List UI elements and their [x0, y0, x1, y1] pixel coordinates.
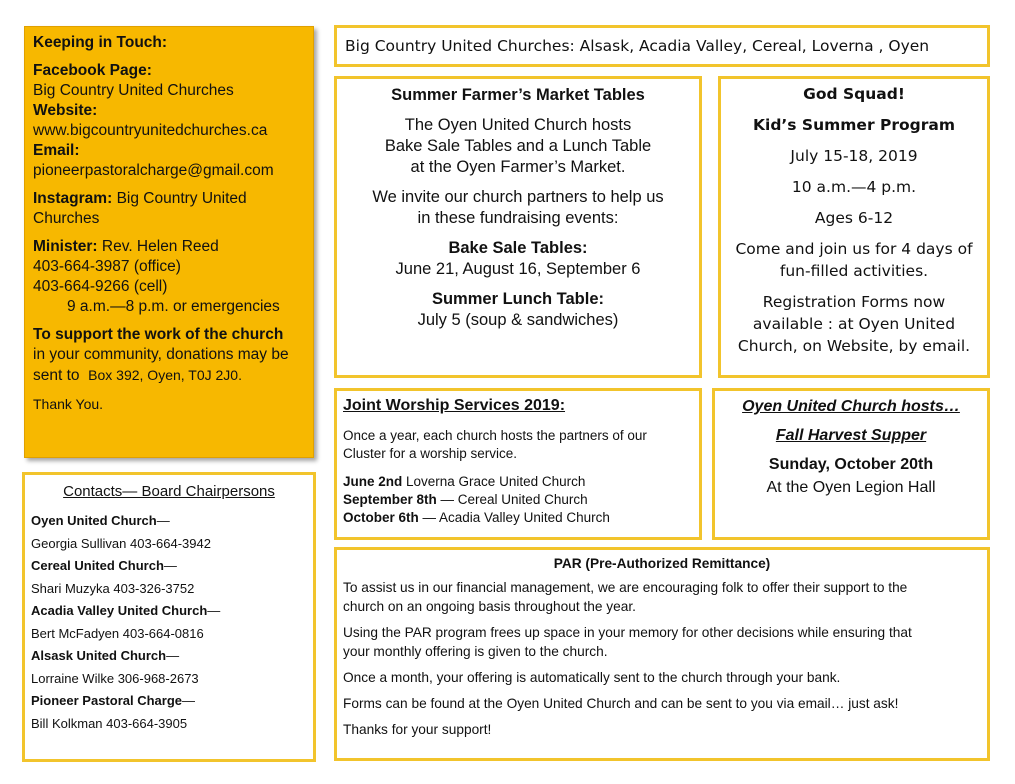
market-text: at the Oyen Farmer’s Market.	[410, 158, 626, 176]
farmers-market-panel	[334, 76, 702, 378]
thank-you: Thank You.	[33, 396, 104, 412]
par-text: church on an ongoing basis throughout the year.	[343, 599, 636, 614]
worship-service	[343, 473, 693, 491]
par-panel	[334, 547, 990, 761]
service-place: — Acadia Valley United Church	[418, 510, 610, 525]
worship-intro: Cluster for a worship service.	[343, 446, 518, 461]
fall-supper-panel	[712, 388, 990, 540]
squad-registration: Church, on Website, by email.	[737, 337, 971, 355]
website-label: Website:	[33, 102, 98, 119]
minister-hours: 9 a.m.—8 p.m. or emergencies	[67, 298, 280, 315]
instagram-value: Big Country United	[116, 190, 247, 207]
email-label: Email:	[33, 142, 80, 159]
email-value: pioneerpastoralcharge@gmail.com	[33, 162, 274, 179]
keeping-in-touch-panel	[24, 26, 314, 458]
facebook-value: Big Country United Churches	[33, 82, 234, 99]
service-date: June 2nd	[343, 474, 403, 489]
supper-date: Sunday, October 20th	[768, 456, 934, 473]
contacts-list	[31, 510, 307, 735]
contacts-title: Contacts— Board Chairpersons	[63, 483, 275, 500]
contact-person: Georgia Sullivan 403-664-3942	[31, 535, 211, 551]
bake-sale-title: Bake Sale Tables:	[448, 239, 588, 257]
market-text: Bake Sale Tables and a Lunch Table	[384, 137, 652, 155]
par-text: To assist us in our financial management, we are encouraging folk to offer their support to the	[343, 580, 908, 595]
contact-dash: —	[156, 513, 170, 528]
header-banner	[334, 25, 990, 67]
par-thanks: Thanks for your support!	[343, 722, 492, 737]
support-label: To support the work of the church	[33, 326, 284, 343]
squad-dates: July 15-18, 2019	[790, 147, 918, 165]
phone-cell: 403-664-9266 (cell)	[33, 278, 168, 295]
support-line3: sent to	[33, 367, 80, 384]
joint-worship-panel	[334, 388, 702, 540]
support-address: Box 392, Oyen, T0J 2J0.	[88, 367, 242, 383]
keeping-title: Keeping in Touch:	[33, 34, 168, 51]
god-squad-panel	[718, 76, 990, 378]
squad-registration: Registration Forms now	[762, 293, 946, 311]
contact-org: Acadia Valley United Church	[31, 603, 208, 618]
par-text: your monthly offering is given to the church.	[343, 644, 608, 659]
contact-org: Pioneer Pastoral Charge	[31, 693, 182, 708]
squad-ages: Ages 6-12	[814, 209, 894, 227]
worship-intro: Once a year, each church hosts the partners of our	[343, 428, 647, 443]
squad-join: fun-filled activities.	[779, 262, 929, 280]
par-text: Using the PAR program frees up space in your memory for other decisions while ensuring that	[343, 625, 912, 640]
service-place: Loverna Grace United Church	[402, 474, 586, 489]
par-text: Forms can be found at the Oyen United Church and can be sent to you via email… just ask!	[343, 696, 899, 711]
contact-person: Lorraine Wilke 306-968-2673	[31, 670, 199, 686]
minister-value: Rev. Helen Reed	[101, 238, 219, 255]
market-text: in these fundraising events:	[417, 209, 619, 227]
market-text: We invite our church partners to help us	[372, 188, 664, 206]
contact-dash: —	[182, 693, 195, 708]
minister-label: Minister:	[33, 238, 98, 255]
contacts-panel	[22, 472, 316, 762]
contact-person: Bert McFadyen 403-664-0816	[31, 625, 204, 641]
service-place: — Cereal United Church	[436, 492, 588, 507]
service-date: October 6th	[343, 510, 419, 525]
support-line2: in your community, donations may be	[33, 346, 289, 363]
instagram-value-line2: Churches	[33, 210, 100, 227]
worship-service	[343, 509, 693, 527]
par-title: PAR (Pre-Authorized Remittance)	[553, 556, 771, 571]
contact-person: Bill Kolkman 403-664-3905	[31, 715, 188, 731]
contact-dash: —	[166, 648, 180, 663]
squad-registration: available : at Oyen United	[752, 315, 956, 333]
contact-person: Shari Muzyka 403-326-3752	[31, 580, 195, 596]
worship-service	[343, 491, 693, 509]
market-text: The Oyen United Church hosts	[404, 116, 632, 134]
squad-join: Come and join us for 4 days of	[735, 240, 973, 258]
instagram-label: Instagram:	[33, 190, 113, 207]
facebook-label: Facebook Page:	[33, 62, 152, 79]
supper-title: Oyen United Church hosts…	[742, 398, 960, 415]
website-value: www.bigcountryunitedchurches.ca	[33, 122, 268, 139]
header-text: Big Country United Churches: Alsask, Acadia Valley, Cereal, Loverna , Oyen	[345, 37, 930, 55]
lunch-table-dates: July 5 (soup & sandwiches)	[417, 311, 619, 329]
contact-org: Cereal United Church	[31, 558, 164, 573]
contact-dash: —	[207, 603, 221, 618]
bake-sale-dates: June 21, August 16, September 6	[395, 260, 641, 278]
market-title: Summer Farmer’s Market Tables	[391, 86, 645, 104]
squad-title: God Squad!	[803, 85, 905, 103]
par-text: Once a month, your offering is automatically sent to the church through your bank.	[343, 670, 841, 685]
squad-time: 10 a.m.—4 p.m.	[791, 178, 917, 196]
service-date: September 8th	[343, 492, 437, 507]
supper-place: At the Oyen Legion Hall	[766, 479, 936, 496]
phone-office: 403-664-3987 (office)	[33, 258, 181, 275]
contact-dash: —	[163, 558, 177, 573]
supper-event: Fall Harvest Supper	[775, 427, 927, 444]
squad-subtitle: Kid’s Summer Program	[753, 116, 955, 134]
contact-org: Alsask United Church	[31, 648, 167, 663]
lunch-table-title: Summer Lunch Table:	[431, 290, 605, 308]
worship-title: Joint Worship Services 2019:	[343, 397, 566, 414]
contact-org: Oyen United Church	[31, 513, 157, 528]
